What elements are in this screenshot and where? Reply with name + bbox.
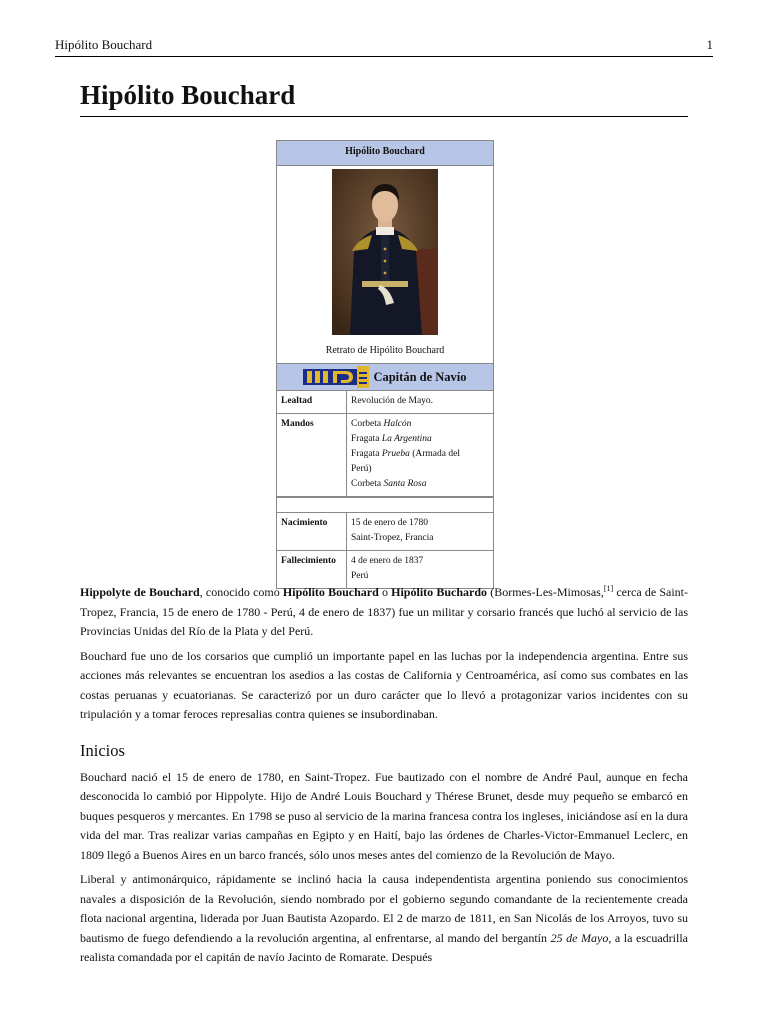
infobox-value: 15 de enero de 1780 Saint-Tropez, Francia bbox=[347, 513, 494, 551]
rank-row bbox=[277, 363, 493, 391]
paragraph: Liberal y antimonárquico, rápidamente se inclinó hacia la causa independentista argentina poniendo sus conocimientos navales a disposición de la Revolución, siendo nombrado por el gobierno segundo comandante de la recientemente creada flota nacional argentina, liderada por Juan Bautista Azopardo. El 2 de marzo de 1811, en San Nicolás de los Arroyos, tuvo su bautismo de fuego defendiendo a la revolución argentina, al enfrentarse, al mando del bergantín 25 de Mayo, a la escuadrilla realista comandada por el capitán de navío Jacinto de Romarate. Después bbox=[80, 872, 688, 964]
running-header-title: Hipólito Bouchard bbox=[55, 37, 153, 52]
infobox-key: Nacimiento bbox=[277, 513, 347, 551]
portrait-caption: Retrato de Hipólito Bouchard bbox=[325, 345, 445, 356]
infobox-header: Hipólito Bouchard bbox=[277, 141, 493, 166]
infobox-row-lealtad bbox=[277, 391, 493, 414]
page-number: 1 bbox=[706, 37, 713, 52]
section-heading: Inicios bbox=[80, 740, 125, 760]
reference-link[interactable]: [1] bbox=[603, 584, 614, 593]
infobox-value: Revolución de Mayo. bbox=[347, 391, 494, 414]
portrait-image bbox=[332, 169, 438, 335]
intro-paragraph: Hippolyte de Bouchard, conocido como Hipólito Bouchard o Hipólito Buchardo (Bormes-Les-Mimosas,[1] cerca de Saint-Tropez, Francia, 15 de enero de 1780 - Perú, 4 de enero de 1837) fue un militar y corsario francés que luchó al servicio de las Provincias Unidas del Río de la Plata y del Perú. bbox=[80, 584, 689, 638]
infobox bbox=[276, 140, 494, 589]
infobox-value: Corbeta Halcón Fragata La Argentina Fragata Prueba (Armada del Perú) Corbeta Santa Rosa bbox=[347, 414, 494, 498]
infobox-row-nacimiento bbox=[277, 513, 493, 551]
rank-insignia-icon bbox=[303, 366, 369, 388]
paragraph: Bouchard nació el 15 de enero de 1780, en Saint-Tropez. Fue bautizado con el nombre de André Paul, aunque en fecha desconocida lo cambió por Hippolyte. Hijo de André Louis Bouchard y Thérese Brunet, desde muy pequeño se embarcó en buques pesqueros y mercantes. En 1798 se puso al servicio de la marina francesa contra los ingleses, iniciándose así en la dura vida del mar. Tras realizar varias campañas en Egipto y en Haití, bajo las órdenes de Charles-Victor-Emmanuel Leclerc, en 1809 llegó a Buenos Aires en un barco francés, sólo unos meses antes del comienzo de la Revolución de Mayo. bbox=[80, 769, 688, 862]
page-title: Hipólito Bouchard bbox=[80, 78, 688, 117]
article-body bbox=[80, 583, 688, 973]
infobox-key: Mandos bbox=[277, 414, 347, 498]
infobox-row-mandos bbox=[277, 414, 493, 498]
infobox-value: 4 de enero de 1837 Perú bbox=[351, 556, 424, 581]
rank-label: Capitán de Navío bbox=[373, 369, 467, 384]
running-header bbox=[55, 37, 713, 57]
infobox-key: Fallecimiento bbox=[277, 551, 347, 589]
infobox-key: Lealtad bbox=[277, 391, 347, 414]
paragraph: Bouchard fue uno de los corsarios que cumplió un importante papel en las luchas por la independencia argentina. Entre sus acciones más relevantes se encuentran los asedios a las costas de California y Centroamérica, así como sus combates en las costas peruanas y ecuatorianas. Se caracterizó por un duro carácter que lo llevó a protagonizar varios incidentes con su tripulación y a tomar feroces represalias contra quienes se insubordinaban. bbox=[80, 648, 688, 721]
infobox-table bbox=[277, 391, 493, 588]
infobox-separator bbox=[277, 497, 493, 513]
